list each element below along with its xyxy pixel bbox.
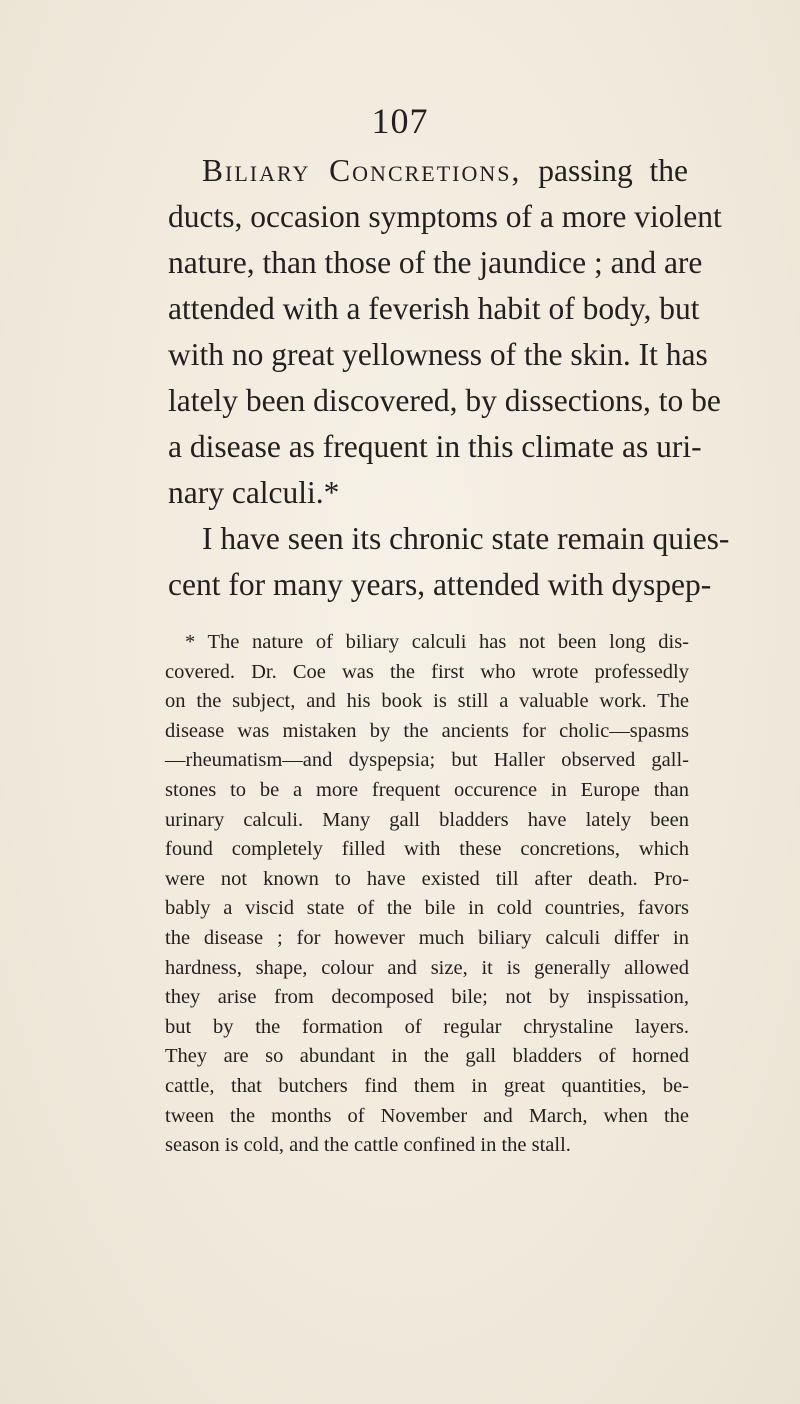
main-text-line: nature, than those of the jaundice ; and are (168, 245, 703, 280)
footnote-line: urinary calculi. Many gall bladders have lately been (165, 808, 689, 831)
main-text-line: attended with a feverish habit of body, but (168, 291, 700, 326)
footnote-line: disease was mistaken by the ancients for cholic—spasms (165, 719, 689, 742)
footnote-line: but by the formation of regular chrystaline layers. (165, 1015, 689, 1038)
footnote-block (165, 628, 689, 1161)
footnote-line: they arise from decomposed bile; not by inspissation, (165, 986, 689, 1009)
footnote-line: found completely filled with these concretions, which (165, 838, 689, 861)
footnote-line: were not known to have existed till after death. Pro- (165, 867, 689, 890)
main-text-line: cent for many years, attended with dyspep- (168, 567, 712, 602)
footnote-line: stones to be a more frequent occurence in Europe than (165, 778, 689, 801)
footnote-line: —rheumatism—and dyspepsia; but Haller observed gall- (165, 749, 689, 772)
footnote-line: bably a viscid state of the bile in cold countries, favors (165, 897, 689, 920)
footnote-line: cattle, that butchers find them in great quantities, be- (165, 1074, 689, 1097)
footnote-line: hardness, shape, colour and size, it is generally allowed (165, 956, 689, 979)
main-text-line: with no great yellowness of the skin. It has (168, 337, 708, 372)
page-number: 107 (371, 101, 429, 141)
main-text-block (168, 148, 730, 608)
main-text-line (168, 148, 688, 194)
main-text-line: I have seen its chronic state remain quies- (202, 521, 730, 556)
main-text-line: lately been discovered, by dissections, to be (168, 383, 721, 418)
footnote-line: season is cold, and the cattle confined in the stall. (165, 1134, 571, 1157)
footnote-line: tween the months of November and March, when the (165, 1104, 689, 1127)
main-text-line: a disease as frequent in this climate as uri- (168, 429, 702, 464)
footnote-line: * The nature of biliary calculi has not been long dis- (185, 631, 689, 653)
main-text-line: nary calculi.* (168, 475, 340, 510)
section-lead-smallcaps: Biliary Concretions, (202, 153, 522, 188)
footnote-line: They are so abundant in the gall bladders of horned (165, 1045, 689, 1068)
footnote-line: on the subject, and his book is still a valuable work. The (165, 690, 689, 713)
footnote-line: the disease ; for however much biliary calculi differ in (165, 926, 689, 949)
main-text-line: ducts, occasion symptoms of a more violent (168, 199, 722, 234)
footnote-line: covered. Dr. Coe was the first who wrote professedly (165, 660, 689, 683)
main-text-line-rest: passing the (521, 153, 689, 188)
